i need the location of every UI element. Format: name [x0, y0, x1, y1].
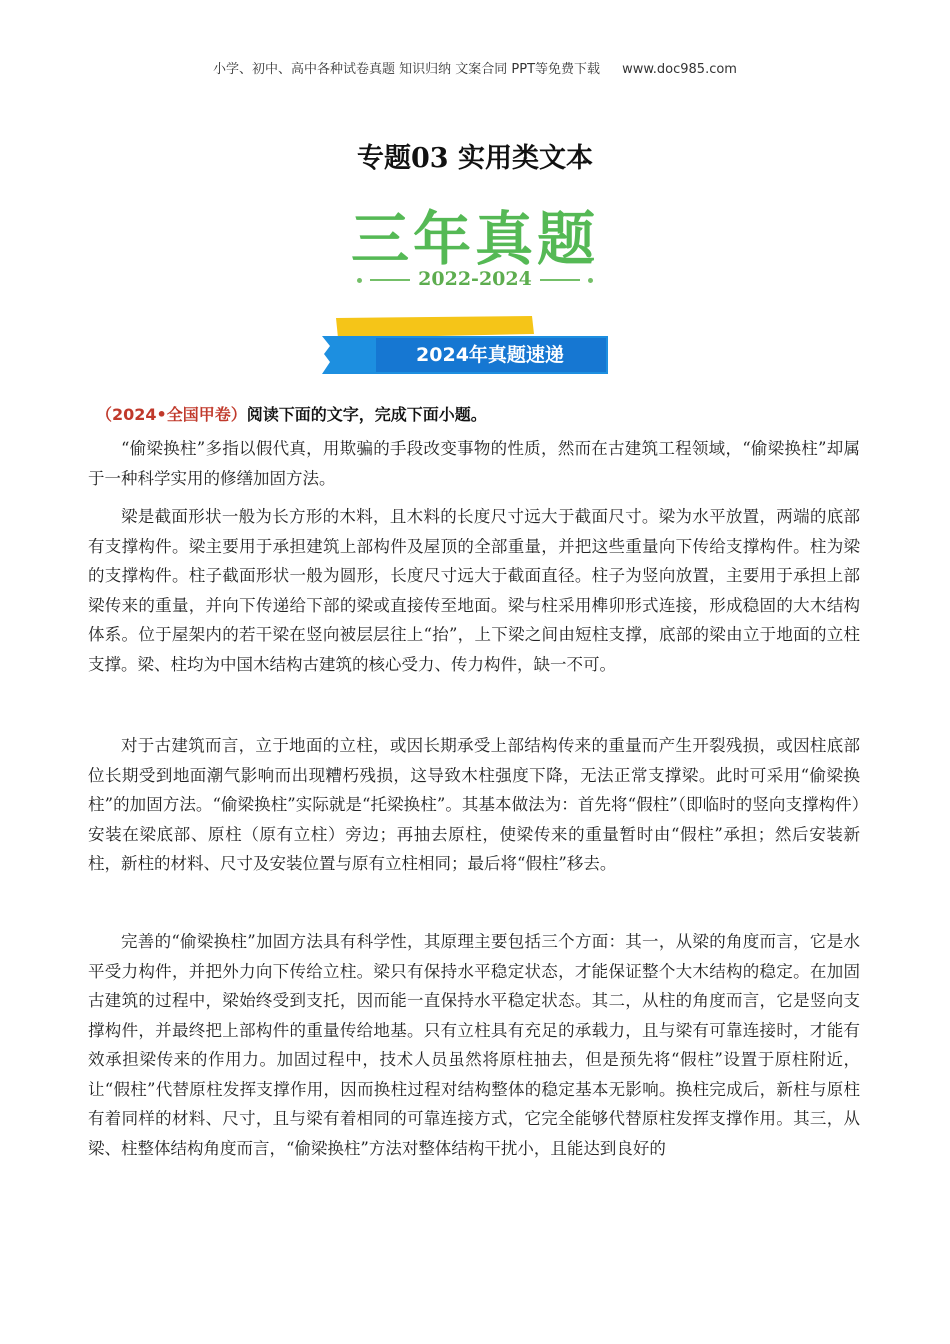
- header-site-link[interactable]: www.doc985.com: [622, 62, 737, 77]
- page-header: [0, 58, 950, 77]
- paragraph-4: 完善的“偷梁换柱”加固方法具有科学性，其原理主要包括三个方面：其一，从梁的角度而言，它是水平受力构件，并把外力向下传给立柱。梁只有保持水平稳定状态，才能保证整个大木结构的稳定。在加固古建筑的过程中，梁始终受到支托，因而能一直保持水平稳定状态。其二，从柱的角度而言，它是竖向支撑构件，并最终把上部构件的重量传给地基。只有立柱具有充足的承载力，且与梁有可靠连接时，才能有效承担梁传来的作用力。加固过程中，技术人员虽然将原柱抽去，但是预先将“假柱”设置于原柱附近，让“假柱”代替原柱发挥支撑作用，因而换柱过程对结构整体的稳定基本无影响。换柱完成后，新柱与原柱有着同样的材料、尺寸，且与梁有着相同的可靠连接方式，它完全能够代替原柱发挥支撑作用。其三，从梁、柱整体结构角度而言，“偷梁换柱”方法对整体结构干扰小，且能达到良好的: [88, 932, 860, 1158]
- year-range: [0, 268, 950, 290]
- left-divider: [370, 279, 410, 281]
- three-years-title: 三年真题: [350, 205, 599, 273]
- banner-text: 2024年真题速递: [416, 344, 564, 366]
- question-header: [96, 402, 487, 425]
- header-text: 小学、初中、高中各种试卷真题 知识归纳 文案合同 PPT等免费下载: [213, 62, 601, 77]
- year-range-text: 2022-2024: [418, 268, 532, 290]
- question-instruction: 阅读下面的文字，完成下面小题。: [246, 405, 487, 424]
- right-dot-icon: [588, 278, 593, 283]
- paragraph-3: 对于古建筑而言，立于地面的立柱，或因长期承受上部结构传来的重量而产生开裂残损，或因柱底部位长期受到地面潮气影响而出现糟朽残损，这导致木柱强度下降，无法正常支撑梁。此时可采用“偷梁换柱”的加固方法。“偷梁换柱”实际就是“托梁换柱”。其基本做法为：首先将“假柱”（即临时的竖向支撑构件）安装在梁底部、原柱（原有立柱）旁边；再抽去原柱，使梁传来的重量暂时由“假柱”承担；然后安装新柱，新柱的材料、尺寸及安装位置与原有立柱相同；最后将“假柱”移去。: [88, 736, 860, 873]
- paragraph-2: 梁是截面形状一般为长方形的木料，且木料的长度尺寸远大于截面尺寸。梁为水平放置，两端的底部有支撑构件。梁主要用于承担建筑上部构件及屋顶的全部重量，并把这些重量向下传给支撑构件。柱为梁的支撑构件。柱子截面形状一般为圆形，长度尺寸远大于截面直径。柱子为竖向放置，主要用于承担上部梁传来的重量，并向下传递给下部的梁或直接传至地面。梁与柱采用榫卯形式连接，形成稳固的大木结构体系。位于屋架内的若干梁在竖向被层层往上“抬”，上下梁之间由短柱支撑，底部的梁由立于地面的立柱支撑。梁、柱均为中国木结构古建筑的核心受力、传力构件，缺一不可。: [88, 507, 860, 674]
- right-divider: [540, 279, 580, 281]
- section-banner: [322, 314, 614, 376]
- question-source: （2024•全国甲卷）: [96, 405, 247, 424]
- paragraph-1: “偷梁换柱”多指以假代真，用欺骗的手段改变事物的性质，然而在古建筑工程领域，“偷梁换柱”却属于一种科学实用的修缮加固方法。: [88, 439, 860, 488]
- left-dot-icon: [357, 278, 362, 283]
- topic-title: 专题03 实用类文本: [357, 143, 593, 174]
